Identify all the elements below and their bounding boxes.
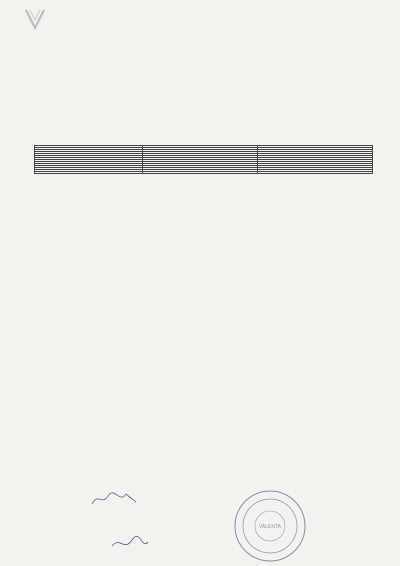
table-cell xyxy=(143,172,258,174)
table-cell xyxy=(258,172,373,174)
table-cell xyxy=(35,172,143,174)
head-signature xyxy=(90,490,140,508)
round-stamp xyxy=(232,488,308,564)
director-signature xyxy=(110,534,150,552)
results-table xyxy=(34,145,373,174)
svg-text:VALENTA: VALENTA xyxy=(258,524,282,530)
company-logo xyxy=(20,6,50,34)
table-row xyxy=(35,172,373,174)
